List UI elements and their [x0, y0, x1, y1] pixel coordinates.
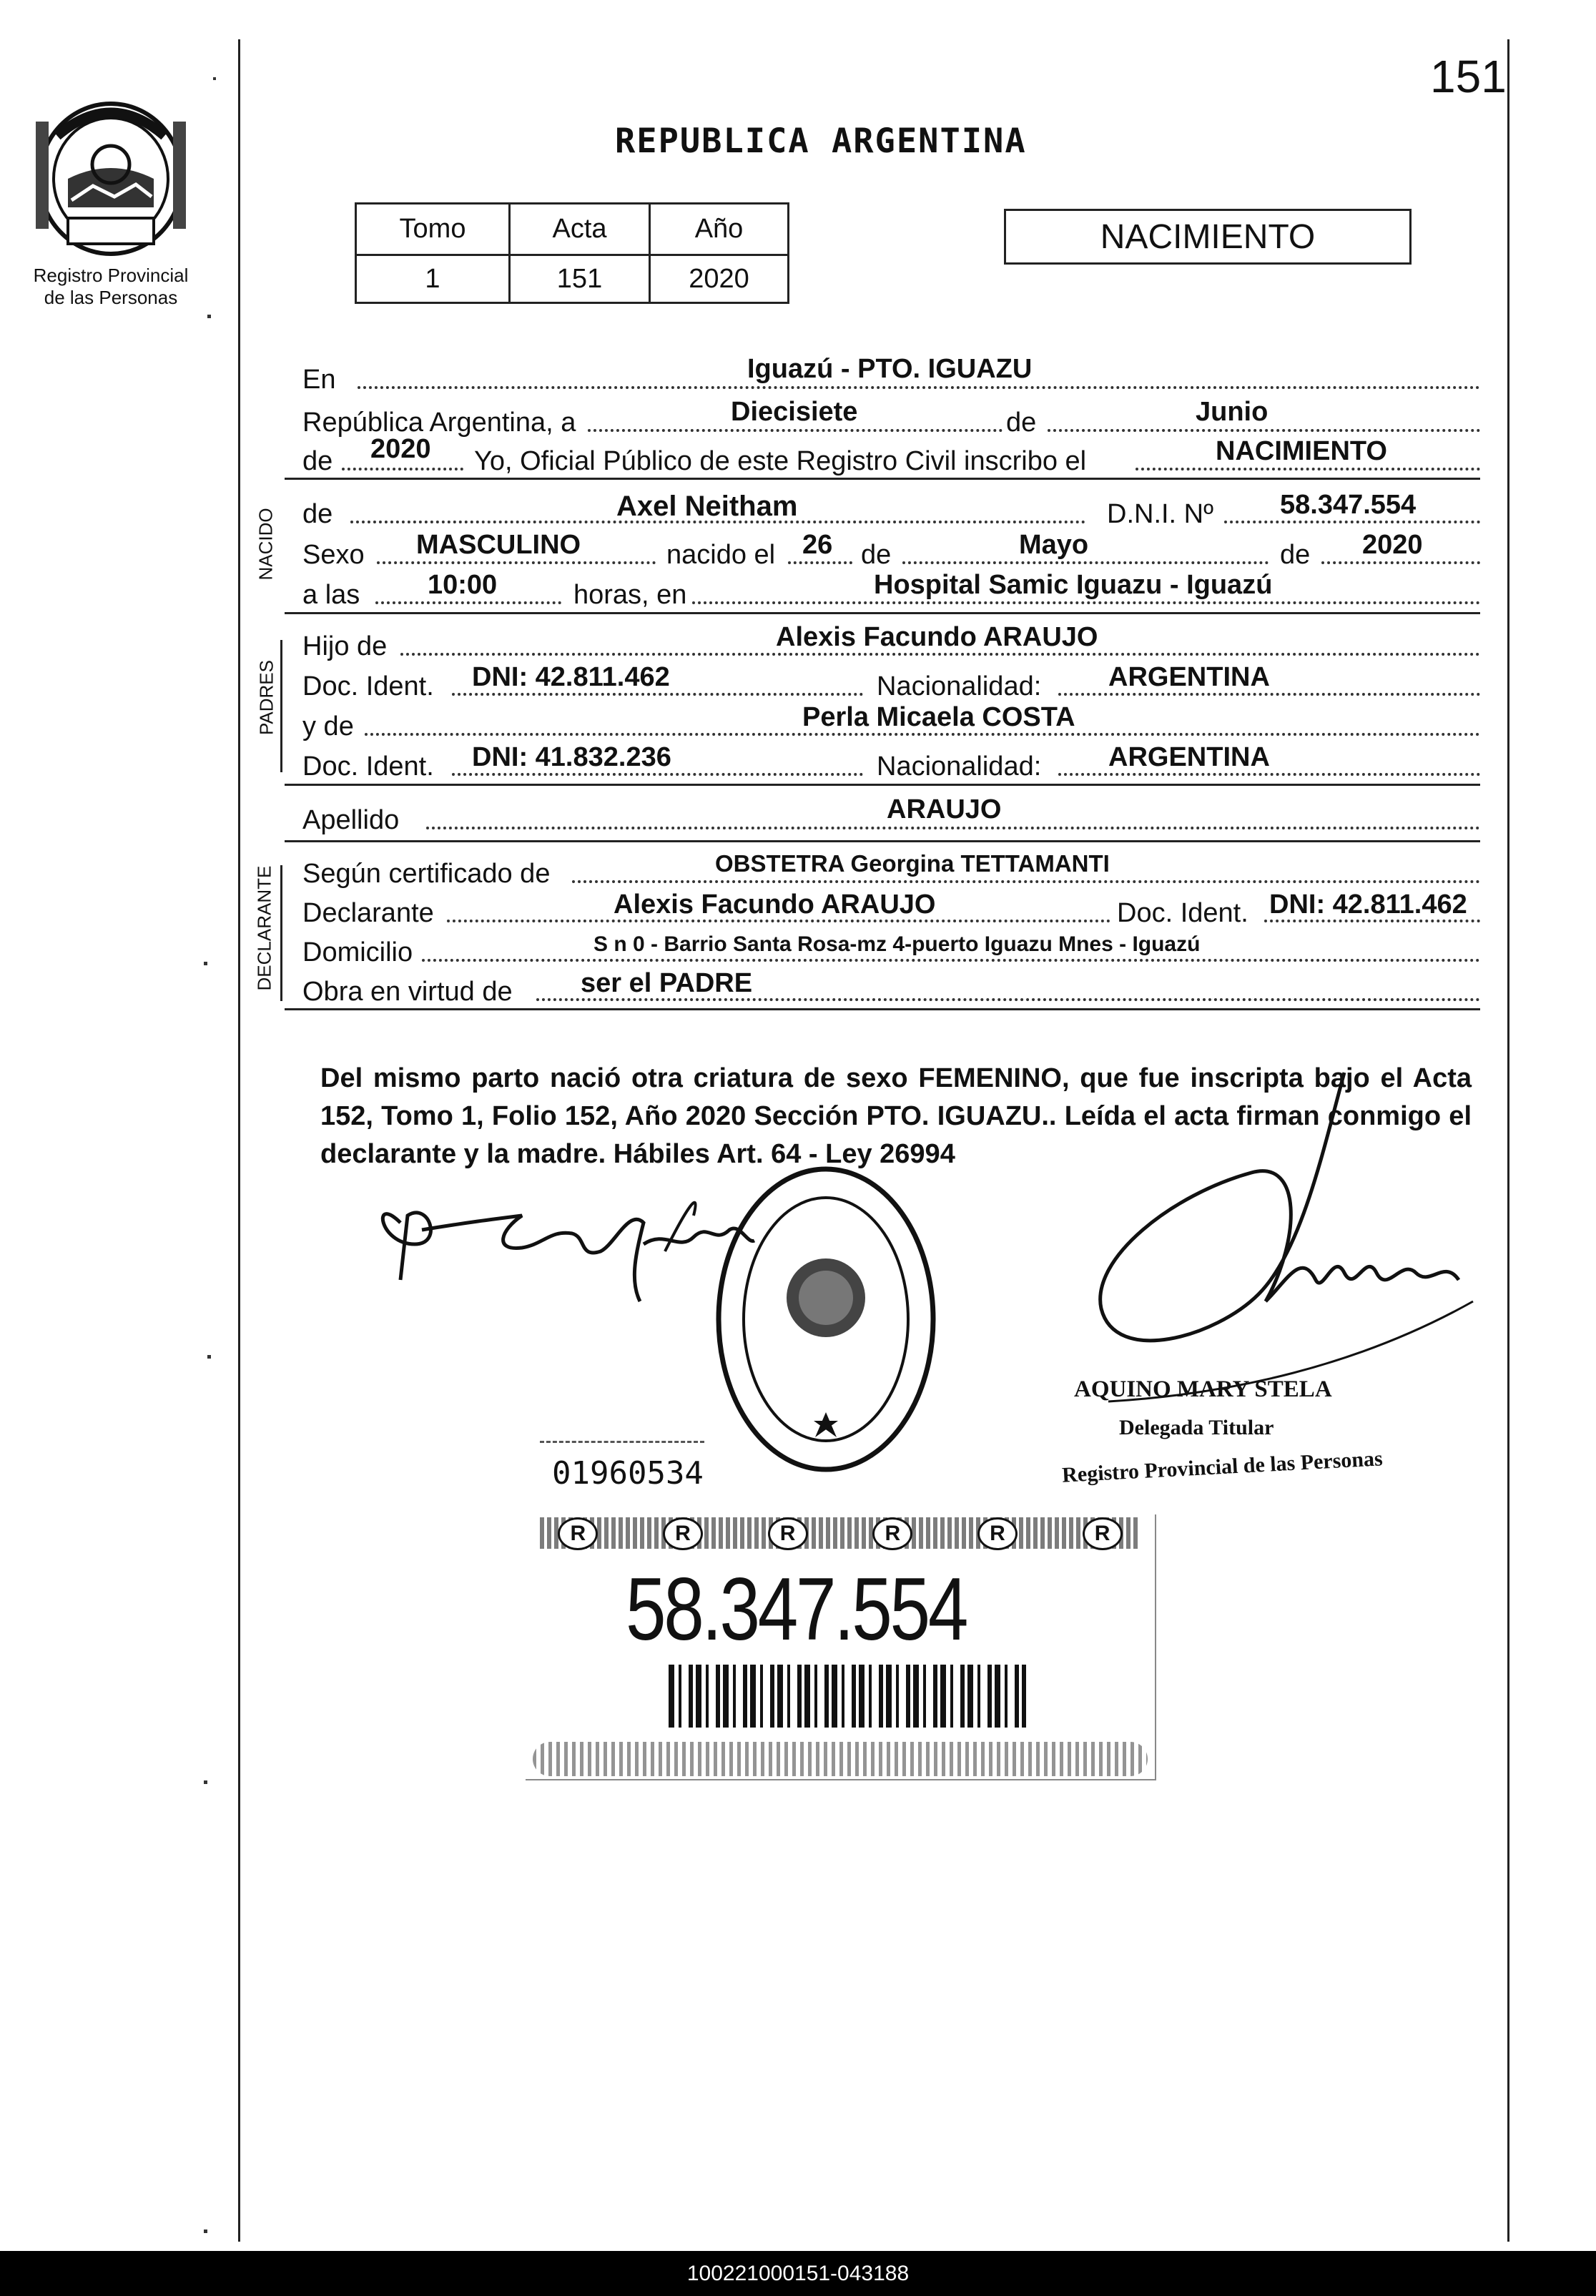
section-divider: [285, 612, 1480, 614]
margin-dot: [204, 962, 207, 965]
table-header-anio: Año: [694, 214, 744, 244]
dia-value: Diecisiete: [731, 397, 858, 427]
logo-caption-line2: de las Personas: [44, 287, 178, 308]
obra-label: Obra en virtud de: [302, 977, 513, 1007]
domicilio-label: Domicilio: [302, 937, 413, 967]
yde-label: y de: [302, 711, 354, 741]
nombre-value: Axel Neitham: [616, 491, 798, 522]
dotted-leader: [692, 601, 1480, 604]
oficial-text: Yo, Oficial Público de este Registro Civil inscribo el: [474, 446, 1087, 476]
official-signature: [1087, 1065, 1487, 1416]
sticker-number: 58.347.554: [626, 1560, 967, 1659]
section-bracket: [280, 640, 282, 772]
margin-dot: [207, 1355, 211, 1359]
official-title: Delegada Titular: [1119, 1416, 1274, 1439]
dotted-leader: [426, 827, 1480, 829]
dotted-leader: [902, 561, 1269, 564]
de-label: de: [861, 540, 892, 570]
horas-label: horas, en: [573, 580, 687, 610]
dotted-leader: [1264, 920, 1480, 922]
logo-caption: [14, 265, 207, 309]
sticker-mark: R: [1083, 1517, 1123, 1550]
declarante-doc: DNI: 42.811.462: [1269, 890, 1467, 920]
madre-value: Perla Micaela COSTA: [802, 702, 1075, 732]
declarante-value: Alexis Facundo ARAUJO: [614, 890, 936, 920]
footer-barcode-id: 100221000151-043188: [0, 2251, 1596, 2296]
dotted-leader: [400, 653, 1480, 656]
section-label-declarante: DECLARANTE: [253, 865, 275, 991]
padre-doc: DNI: 42.811.462: [472, 662, 670, 692]
madre-doc: DNI: 41.832.236: [472, 742, 671, 772]
right-margin-line: [1507, 39, 1509, 2242]
sticker-mark: R: [558, 1517, 598, 1550]
dotted-leader: [447, 920, 1110, 922]
en-value: Iguazú - PTO. IGUAZU: [747, 354, 1033, 384]
dotted-leader: [1058, 693, 1480, 696]
dotted-leader: [1224, 521, 1480, 523]
margin-dot: [207, 315, 211, 318]
sexo-label: Sexo: [302, 540, 365, 570]
dotted-leader: [1321, 561, 1480, 564]
dotted-leader: [452, 693, 863, 696]
table-header-acta: Acta: [552, 214, 607, 244]
de-label: de: [302, 446, 333, 476]
section-divider: [285, 840, 1480, 842]
margin-dot: [204, 2230, 207, 2233]
de-label: de: [302, 499, 333, 529]
docident-label: Doc. Ident.: [302, 671, 434, 701]
section-bracket: [280, 865, 282, 1001]
docident-label: Doc. Ident.: [1117, 898, 1248, 928]
section-divider: [285, 784, 1480, 786]
dotted-leader: [572, 880, 1480, 883]
apellido-label: Apellido: [302, 805, 400, 835]
declarante-label: Declarante: [302, 898, 434, 928]
apellido-value: ARAUJO: [887, 794, 1002, 824]
domicilio-value: S n 0 - Barrio Santa Rosa-mz 4-puerto Iguazu Mnes - Iguazú: [593, 932, 1201, 956]
annotation-note: Del mismo parto nació otra criatura de sexo FEMENINO, que fue inscripta bajo el Acta 152, Tomo 1, Folio 152, Año 2020 Sección PTO. IGUAZU.. Leída el acta firman conmigo el declarante y la madre. Hábiles Art. 64 - Ley 26994: [320, 1063, 1472, 1169]
dotted-leader: [1136, 468, 1480, 470]
certificado-label: Según certificado de: [302, 859, 551, 889]
dotted-leader: [788, 561, 852, 564]
anio-value: 2020: [370, 434, 431, 464]
dotted-leader: [422, 959, 1480, 962]
serial-number: 01960534: [552, 1455, 704, 1492]
id-sticker: [526, 1514, 1156, 1780]
dotted-leader: [365, 733, 1480, 736]
nac-anio: 2020: [1362, 530, 1423, 560]
margin-dot: [204, 1780, 207, 1784]
republica-label: República Argentina, a: [302, 408, 576, 438]
official-stamp: [708, 1155, 944, 1484]
page-title: REPUBLICA ARGENTINA: [615, 122, 1027, 161]
hijo-label: Hijo de: [302, 631, 388, 661]
nac-mes: Mayo: [1019, 530, 1089, 560]
de-label: de: [1280, 540, 1311, 570]
left-margin-line: [238, 39, 240, 2242]
nacionalidad-label: Nacionalidad:: [877, 671, 1042, 701]
logo-caption-line1: Registro Provincial: [33, 265, 189, 286]
register-table: [355, 202, 789, 304]
sticker-mark: R: [977, 1517, 1018, 1550]
official-name: AQUINO MARY STELA: [1074, 1376, 1332, 1402]
dotted-leader: [358, 386, 1480, 389]
alas-label: a las: [302, 580, 360, 610]
page-number: 151: [1430, 51, 1507, 102]
dotted-leader: [375, 601, 561, 604]
table-header-tomo: Tomo: [399, 214, 466, 244]
dni-label: D.N.I. Nº: [1107, 499, 1213, 529]
perforation-line: [540, 1441, 704, 1443]
province-seal-logo: [29, 93, 193, 257]
sticker-mark: R: [872, 1517, 912, 1550]
sticker-pattern-top: [526, 1514, 1155, 1552]
nacido-label: nacido el: [666, 540, 776, 570]
dotted-leader: [377, 561, 656, 564]
dotted-leader: [342, 468, 463, 470]
nac-dia: 26: [802, 530, 833, 560]
section-divider: [285, 1008, 1480, 1010]
dotted-leader: [536, 998, 1480, 1001]
nacionalidad-label: Nacionalidad:: [877, 752, 1042, 782]
lugar-value: Hospital Samic Iguazu - Iguazú: [874, 570, 1273, 600]
docident-label: Doc. Ident.: [302, 752, 434, 782]
mes-value: Junio: [1196, 397, 1269, 427]
dni-value: 58.347.554: [1280, 490, 1417, 520]
dotted-leader: [1058, 773, 1480, 776]
declarante-signature: [358, 1137, 758, 1323]
section-label-padres: PADRES: [255, 660, 277, 735]
table-value-acta: 151: [556, 263, 603, 294]
en-label: En: [302, 365, 336, 395]
dotted-leader: [452, 773, 863, 776]
padre-value: Alexis Facundo ARAUJO: [776, 622, 1098, 652]
obra-value: ser el PADRE: [581, 968, 753, 998]
sticker-pattern-bottom: [533, 1742, 1148, 1776]
dotted-leader: [588, 429, 1003, 432]
sticker-mark: R: [663, 1517, 703, 1550]
section-label-nacido: NACIDO: [255, 508, 277, 581]
de-label: de: [1006, 408, 1037, 438]
margin-dot: [213, 77, 216, 80]
act-type-box: NACIMIENTO: [1004, 209, 1412, 265]
official-org: Registro Provincial de las Personas: [1061, 1447, 1384, 1487]
table-value-anio: 2020: [689, 263, 749, 294]
sticker-barcode: [669, 1665, 1026, 1728]
sticker-mark: R: [768, 1517, 808, 1550]
certificado-value: OBSTETRA Georgina TETTAMANTI: [715, 850, 1110, 877]
sexo-value: MASCULINO: [416, 530, 581, 560]
inscribo-value: NACIMIENTO: [1216, 436, 1387, 466]
madre-nac: ARGENTINA: [1108, 742, 1270, 772]
padre-nac: ARGENTINA: [1108, 662, 1270, 692]
dotted-leader: [1048, 429, 1480, 432]
section-divider: [285, 478, 1480, 480]
hora-value: 10:00: [428, 570, 498, 600]
table-value-tomo: 1: [425, 263, 440, 294]
